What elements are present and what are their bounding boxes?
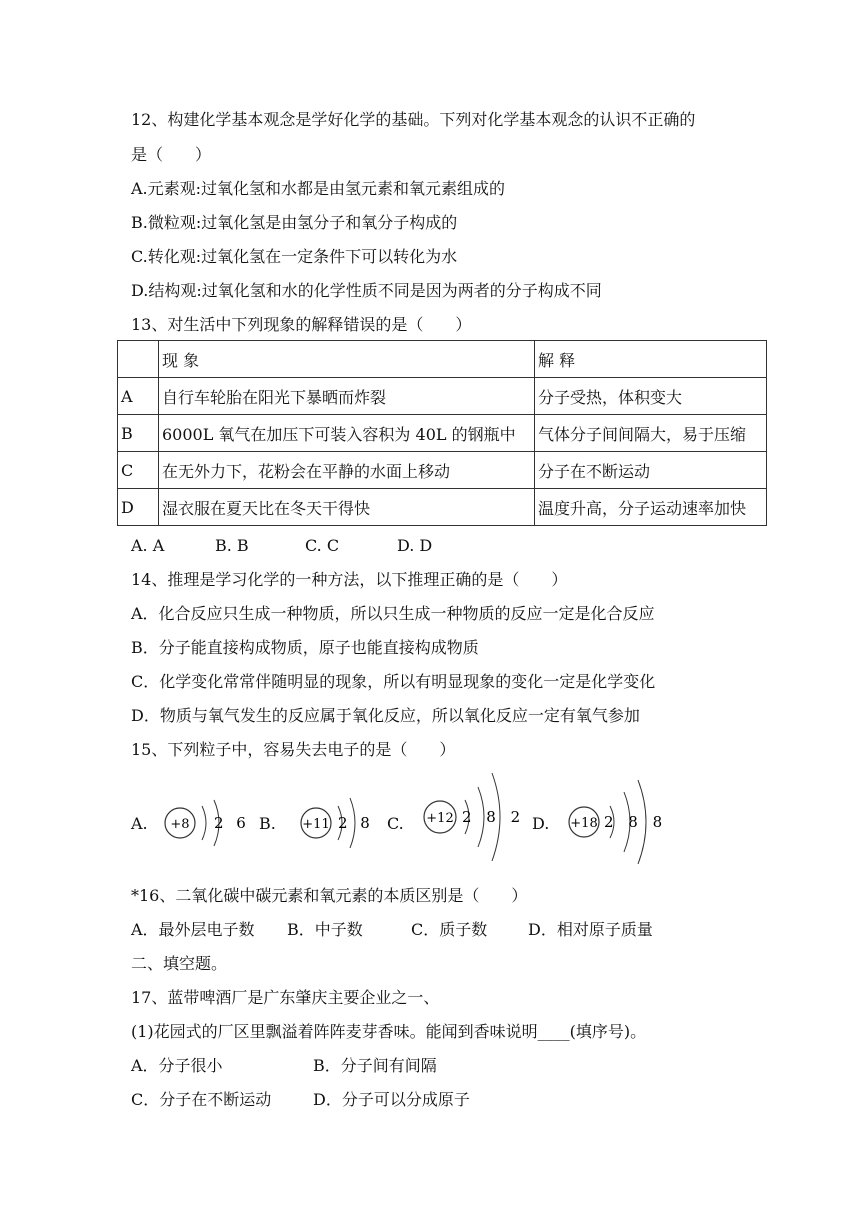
q17-option-b: B．分子间有间隔	[313, 1056, 437, 1075]
table-cell: 分子受热，体积变大	[535, 378, 767, 415]
q17-sub1: (1)花园式的厂区里飘溢着阵阵麦芽香味。能闻到香味说明____(填序号)。	[131, 1022, 647, 1041]
atom-diagram-a	[162, 788, 250, 858]
q15-stem: 15、下列粒子中，容易失去电子的是（ ）	[131, 740, 456, 759]
q14-option-a: A．化合反应只生成一种物质，所以只生成一种物质的反应一定是化合反应	[131, 604, 655, 623]
electron-shell	[202, 806, 206, 840]
q15-option-a-label: A.	[131, 814, 148, 833]
table-row	[118, 489, 767, 526]
q17-stem: 17、蓝带啤酒厂是广东肇庆主要企业之一、	[131, 988, 440, 1007]
q13-option-d: D. D	[397, 536, 433, 555]
q15-option-c-label: C.	[387, 814, 404, 833]
q14-option-b: B．分子能直接构成物质，原子也能直接构成物质	[131, 638, 479, 657]
table-cell: 自行车轮胎在阳光下暴晒而炸裂	[159, 378, 535, 415]
electron-counts: 2 8	[338, 814, 374, 832]
q13-option-a: A. A	[131, 536, 165, 555]
table-header-phenomenon: 现 象	[159, 341, 535, 378]
atom-diagram-b	[298, 788, 378, 858]
q15-option-d-label: D.	[532, 814, 550, 833]
q12-option-a: A.元素观:过氧化氢和水都是由氢元素和氧元素组成的	[131, 179, 506, 198]
q16-stem: *16、二氧化碳中碳元素和氧元素的本质区别是（ ）	[131, 886, 528, 905]
table-cell: 分子在不断运动	[535, 452, 767, 489]
electron-counts: 2 8 8	[604, 813, 668, 831]
table-cell: B	[118, 415, 159, 452]
table-header-explanation: 解 释	[535, 341, 767, 378]
nucleus-charge: +8	[170, 817, 190, 832]
section-heading: 二、填空题。	[131, 954, 228, 973]
table-cell: 温度升高，分子运动速率加快	[535, 489, 767, 526]
nucleus-charge: +12	[426, 811, 454, 826]
table-cell: 在无外力下，花粉会在平静的水面上移动	[159, 452, 535, 489]
table-cell: 6000L 氧气在加压下可装入容积为 40L 的钢瓶中	[159, 415, 535, 452]
q13-stem: 13、对生活中下列现象的解释错误的是（ ）	[131, 315, 472, 334]
table-row	[118, 378, 767, 415]
q12-option-b: B.微粒观:过氧化氢是由氢分子和氧分子构成的	[131, 213, 458, 232]
nucleus-charge: +11	[302, 817, 330, 832]
table-row	[118, 452, 767, 489]
electron-counts: 2 8 2	[462, 808, 526, 826]
table-row	[118, 415, 767, 452]
q16-option-b: B．中子数	[287, 920, 363, 939]
table-cell	[118, 341, 159, 378]
q16-option-d: D．相对原子质量	[528, 920, 653, 939]
q15-option-b-label: B.	[259, 814, 276, 833]
table-cell: 湿衣服在夏天比在冬天干得快	[159, 489, 535, 526]
q12-option-d: D.结构观:过氧化氢和水的化学性质不同是因为两者的分子构成不同	[131, 281, 602, 300]
q13-option-b: B. B	[215, 536, 249, 555]
q12-stem: 12、构建化学基本观念是学好化学的基础。下列对化学基本观念的认识不正确的	[131, 110, 696, 129]
q17-option-c: C．分子在不断运动	[131, 1090, 272, 1109]
table-cell: A	[118, 378, 159, 415]
atom-diagram-d	[566, 772, 666, 867]
nucleus-charge: +18	[570, 816, 598, 831]
q13-option-c: C. C	[305, 536, 340, 555]
q16-option-c: C．质子数	[411, 920, 488, 939]
table-header-row	[118, 341, 767, 378]
q17-option-a: A．分子很小	[131, 1056, 223, 1075]
q16-option-a: A．最外层电子数	[131, 920, 255, 939]
electron-counts: 2 6	[214, 814, 250, 832]
q17-option-d: D．分子可以分成原子	[313, 1090, 470, 1109]
atom-diagram-c	[420, 765, 526, 865]
q12-option-c: C.转化观:过氧化氢在一定条件下可以转化为水	[131, 247, 458, 266]
q14-option-d: D．物质与氧气发生的反应属于氧化反应，所以氧化反应一定有氧气参加	[131, 706, 640, 725]
table-cell: D	[118, 489, 159, 526]
q13-table	[117, 340, 767, 526]
table-cell: C	[118, 452, 159, 489]
q12-stem-cont: 是（ ）	[131, 145, 212, 164]
table-cell: 气体分子间间隔大，易于压缩	[535, 415, 767, 452]
q14-option-c: C．化学变化常常伴随明显的现象，所以有明显现象的变化一定是化学变化	[131, 672, 656, 691]
q14-stem: 14、推理是学习化学的一种方法，以下推理正确的是（ ）	[131, 570, 568, 589]
